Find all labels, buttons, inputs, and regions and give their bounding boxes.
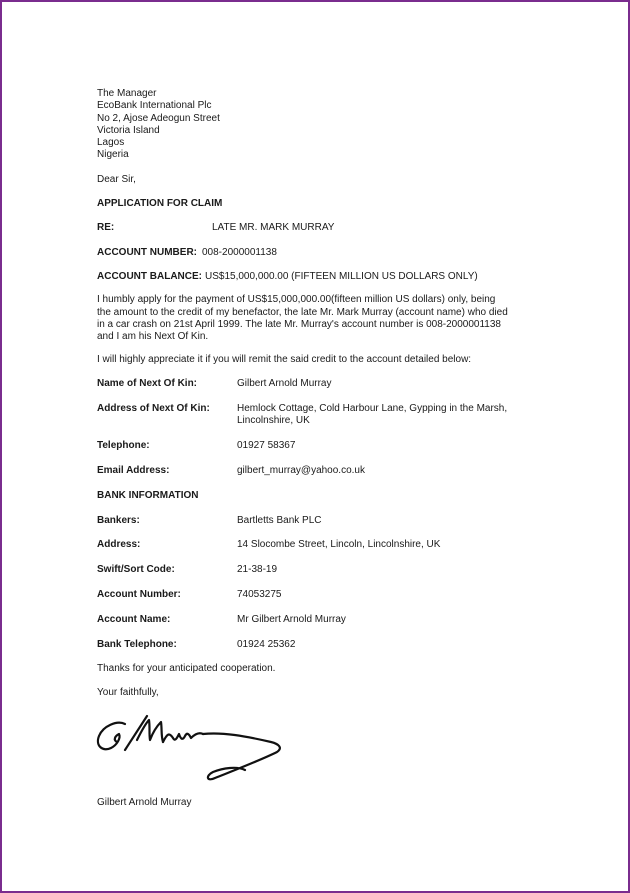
addressee-line: Victoria Island: [97, 124, 160, 136]
paragraph-line: the amount to the credit of my benefactor, the late Mr. Mark Murray (account name) who died: [97, 306, 508, 318]
handwritten-signature: [95, 710, 290, 788]
re-value: LATE MR. MARK MURRAY: [212, 222, 335, 234]
paragraph-line: I humbly apply for the payment of US$15,000,000.00(fifteen million US dollars) only, being: [97, 294, 496, 306]
addressee-block: [97, 88, 537, 162]
bank-telephone-label: Bank Telephone:: [97, 638, 177, 650]
closing-line: Your faithfully,: [97, 687, 159, 699]
bank-account-number-row: [97, 589, 537, 601]
account-number-label: ACCOUNT NUMBER:: [97, 246, 197, 258]
thanks-line: Thanks for your anticipated cooperation.: [97, 662, 276, 674]
address-line: Lincolnshire, UK: [237, 414, 310, 426]
paragraph-line: and I am his Next Of Kin.: [97, 331, 209, 343]
sort-code-row: [97, 564, 537, 576]
letter-heading: APPLICATION FOR CLAIM: [97, 198, 223, 210]
re-row: [97, 222, 537, 234]
next-of-kin-address-label: Address of Next Of Kin:: [97, 402, 210, 414]
bank-address-value: 14 Slocombe Street, Lincoln, Lincolnshire, UK: [237, 539, 441, 551]
bank-address-label: Address:: [97, 539, 141, 551]
addressee-line: The Manager: [97, 88, 157, 99]
bank-account-number-label: Account Number:: [97, 589, 181, 601]
sort-code-value: 21-38-19: [237, 564, 278, 576]
account-number-row: [97, 247, 537, 259]
request-line: I will highly appreciate it if you will remit the said credit to the account detailed below:: [97, 354, 472, 366]
account-number-value: 008-2000001138: [202, 246, 277, 258]
bank-telephone-row: [97, 639, 537, 651]
account-balance-label: ACCOUNT BALANCE:: [97, 270, 202, 282]
bank-account-name-row: [97, 614, 537, 626]
email-value: gilbert_murray@yahoo.co.uk: [237, 464, 365, 476]
email-label: Email Address:: [97, 464, 170, 476]
bankers-row: [97, 515, 537, 527]
bankers-value: Bartletts Bank PLC: [237, 514, 322, 526]
salutation: Dear Sir,: [97, 173, 136, 185]
bank-info-heading: BANK INFORMATION: [97, 489, 199, 501]
addressee-line: Nigeria: [97, 149, 129, 161]
bank-telephone-value: 01924 25362: [237, 638, 296, 650]
claim-paragraph: [97, 294, 537, 343]
bank-address-row: [97, 539, 537, 551]
bank-account-name-label: Account Name:: [97, 614, 171, 626]
next-of-kin-name-label: Name of Next Of Kin:: [97, 377, 198, 389]
bankers-label: Bankers:: [97, 514, 140, 526]
next-of-kin-address-row: [97, 403, 537, 428]
telephone-label: Telephone:: [97, 439, 150, 451]
paragraph-line: in a car crash on 21st April 1999. The late Mr. Murray's account number is 008-2000001138: [97, 318, 501, 330]
addressee-line: Lagos: [97, 137, 125, 149]
bank-account-number-value: 74053275: [237, 589, 282, 601]
telephone-value: 01927 58367: [237, 439, 296, 451]
letter-body: [97, 88, 537, 699]
next-of-kin-name-row: [97, 378, 537, 390]
account-balance-row: [97, 271, 537, 283]
address-line: Hemlock Cottage, Cold Harbour Lane, Gypping in the Marsh,: [237, 402, 508, 414]
signer-name: Gilbert Arnold Murray: [97, 797, 192, 808]
sort-code-label: Swift/Sort Code:: [97, 564, 175, 576]
next-of-kin-name-value: Gilbert Arnold Murray: [237, 377, 332, 389]
email-row: [97, 465, 537, 477]
bank-account-name-value: Mr Gilbert Arnold Murray: [237, 614, 346, 626]
account-balance-value: US$15,000,000.00 (FIFTEEN MILLION US DOLLARS ONLY): [205, 270, 478, 282]
telephone-row: [97, 440, 537, 452]
next-of-kin-address-value: [237, 403, 537, 428]
addressee-line: EcoBank International Plc: [97, 100, 212, 112]
addressee-line: No 2, Ajose Adeogun Street: [97, 112, 220, 124]
re-label: RE:: [97, 222, 115, 234]
